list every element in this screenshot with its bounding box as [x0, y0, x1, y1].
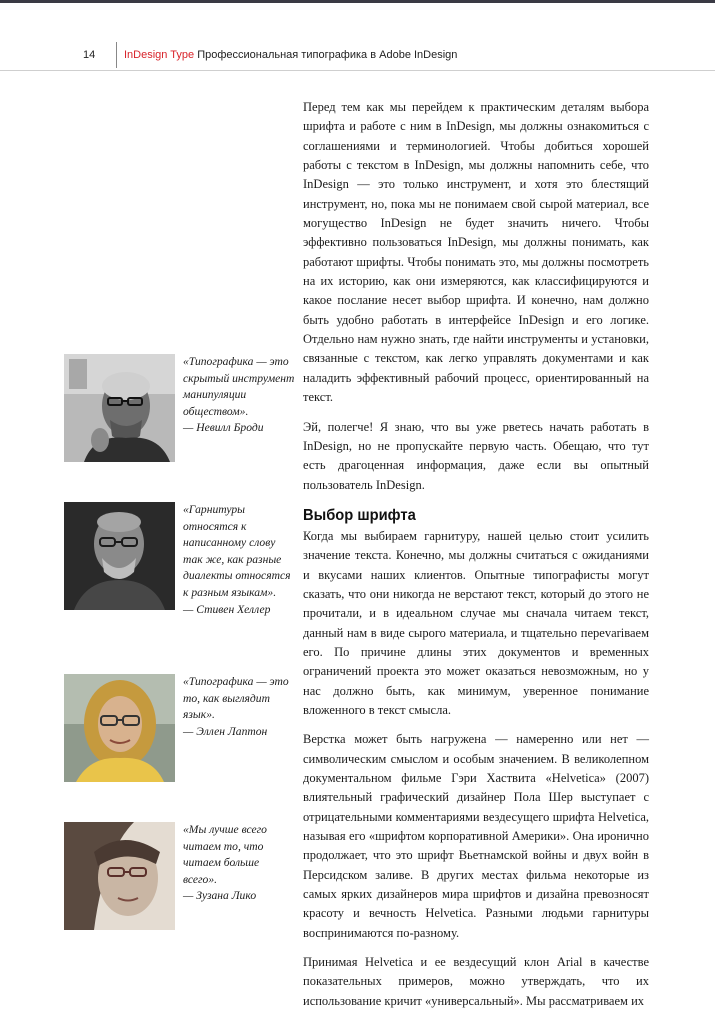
portrait-photo [64, 822, 175, 930]
sidebar-quote [64, 354, 294, 466]
body-paragraph: Верстка может быть нагружена — намеренно или нет — символическим смыслом и особым значением. В великолепном документальном фильме Гэри Хаствита «Helvetica» (2007) влиятельный графический дизайнер Пола Шер выступает с отрицательными комментариями вездесущего шрифта Helvetica, называя его «шрифтом корпоративной Америки». Она иронично продолжает, что это шрифт Вьетнамской войны и двух войн в Персидском заливе. В других местах фильма некоторые из самых ярких дизайнеров мира шрифтов и дизайна превозносят красоту и вечность Helvetica. Разными людьми гарнитуры воспринимаются по-разному. [303, 732, 649, 940]
brand-title: InDesign Type [124, 49, 195, 61]
body-paragraph: Когда мы выбираем гарнитуру, нашей целью стоит усилить значение текста. Конечно, мы должны считаться с ожиданиями и вкусами наших клиентов. Опытные типографисты могут сказать, что они никогда не верстают текст, который до этого не прочитали, и в идеальном случае мы сначала читаем текст, данный нам в виде сырого материала, и тщательно переvariваем его. По причине длины этих документов и временных ограничений проекта это может оказаться невозможным, но у нас должно быть, как минимум, уверенное понимание вложенного в текст смысла. [303, 528, 649, 717]
quote-text: «Типографика — это скрытый инструмент манипуляции обществом». [183, 355, 295, 418]
sidebar-quote [64, 822, 294, 934]
main-text-column [303, 98, 649, 1021]
quote-author: — Стивен Хеллер [183, 602, 271, 616]
quote-text: «Гарнитуры относятся к написанному слову так же, как разные диалекты относятся к разным языкам». [183, 503, 291, 599]
quote-text-block [183, 674, 295, 740]
quote-text-block [183, 354, 295, 437]
sidebar-quote [64, 502, 294, 614]
quote-text-block [183, 502, 295, 618]
header-divider [116, 42, 117, 68]
quote-author: — Эллен Лаптон [183, 724, 268, 738]
portrait-zuzana-licko [64, 822, 175, 930]
body-paragraph: Перед тем как мы перейдем к практическим деталям выбора шрифта и работе с ним в InDesign, мы должны ознакомиться с соглашениями и терминологией. Чтобы добиться хорошей работы с текстом в InDesign, мы должны напомнить себе, что InDesign — это только инструмент, и хотя это блестящий инструмент, но, пока мы не понимаем свой сырой материал, все могущество InDesign не будет значить ничего. Чтобы эффективно пользоваться InDesign, мы должны понимать, как работают шрифты. Чтобы понимать это, мы должны посмотреть на их историю, как они измеряются, как классифицируются и какое послание несет выбор шрифта. И конечно, нам должно быть удобно работать в интерфейсе InDesign и его логике. Отдельно нам нужно знать, где найти инструменты и установки, связанные с текстом, как легко управлять документами и как наладить эффективный рабочий процесс, ориентированный на текст. [303, 100, 649, 405]
quote-text-block [183, 822, 295, 905]
quote-text: «Мы лучше всего читаем то, что читаем больше всего». [183, 823, 267, 886]
portrait-photo [64, 502, 175, 610]
portrait-photo [64, 674, 175, 782]
top-border [0, 0, 715, 3]
section-heading: Выбор шрифта [303, 506, 416, 524]
portrait-photo [64, 354, 175, 462]
sidebar-quote [64, 674, 294, 786]
quote-author: — Невилл Броди [183, 421, 264, 435]
body-paragraph: Принимая Helvetica и ее вездесущий клон Arial в качестве показательных примеров, можно утверждать, что их использование кричит «универсальный». Мы рассматриваем их [303, 955, 649, 1008]
quote-author: — Зузана Лико [183, 889, 257, 903]
portrait-steven-heller [64, 502, 175, 610]
book-subtitle: Профессиональная типографика в Adobe InDesign [197, 49, 458, 61]
body-paragraph: Эй, полегче! Я знаю, что вы уже рветесь начать работать в InDesign, но не пропускайте первую часть. Обещаю, что тут есть драгоценная информация, даже если вы опытный пользователь InDesign. [303, 419, 649, 492]
running-header [0, 40, 715, 71]
page-number: 14 [83, 49, 96, 61]
running-title [124, 49, 457, 61]
portrait-neville-brody [64, 354, 175, 462]
portrait-ellen-lupton [64, 674, 175, 782]
quote-text: «Типографика — это то, как выглядит язык». [183, 675, 289, 722]
